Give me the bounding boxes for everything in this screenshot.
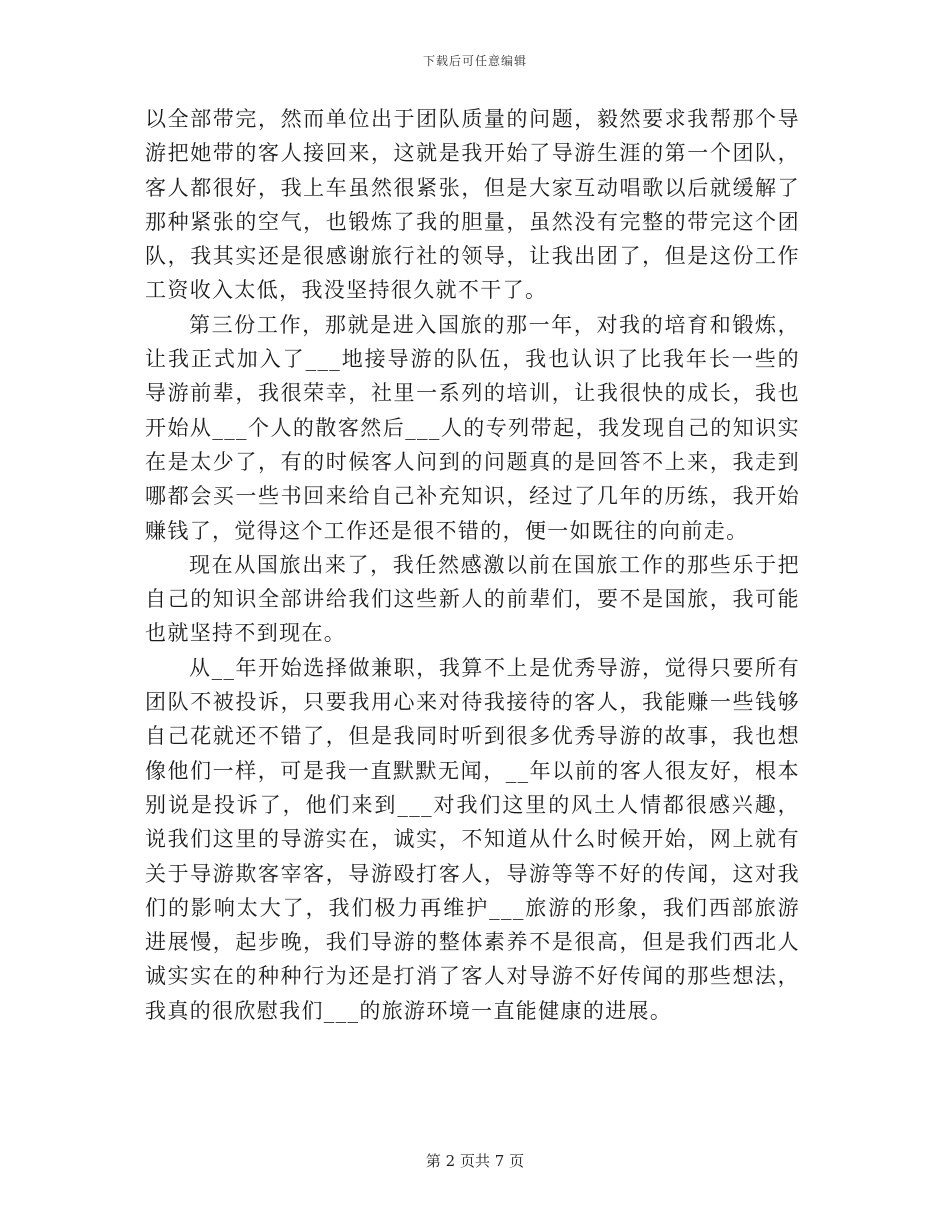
page-header: 下载后可任意编辑 <box>422 54 527 68</box>
paragraph-part-time: 从__年开始选择做兼职，我算不上是优秀导游，觉得只要所有团队不被投诉，只要我用心来对待我接待的客人，我能赚一些钱够自己花就还不错了，但是我同时听到很多优秀导游的故事，我也想像他们一样，可是我一直默默无闻，__年以前的客人很友好，根本别说是投诉了，他们来到___对我们这里的风土人情都很感兴趣，说我们这里的导游实在，诚实，不知道从什么时候开始，网上就有关于导游欺客宰客，导游殴打客人，导游等等不好的传闻，这对我们的影响太大了，我们极力再维护___旅游的形象，我们西部旅游进展慢，起步晚，我们导游的整体素养不是很高，但是我们西北人诚实实在的种种行为还是打消了客人对导游不好传闻的那些想法，我真的很欣慰我们___的旅游环境一直能健康的进展。 <box>145 655 800 1023</box>
page-number: 第 2 页共 7 页 <box>425 1152 525 1170</box>
paragraph-continued: 以全部带完，然而单位出于团队质量的问题，毅然要求我帮那个导游把她带的客人接回来，这就是我开始了导游生涯的第一个团队，客人都很好，我上车虽然很紧张，但是大家互动唱歌以后就缓解了那种紧张的空气，也锻炼了我的胆量，虽然没有完整的带完这个团队，我其实还是很感谢旅行社的领导，让我出团了，但是这份工作工资收入太低，我没坚持很久就不干了。 <box>145 107 800 303</box>
paragraph-third-job: 第三份工作，那就是进入国旅的那一年，对我的培育和锻炼，让我正式加入了___地接导游的队伍，我也认识了比我年长一些的导游前辈，我很荣幸，社里一系列的培训，让我很快的成长，我也开始从___个人的散客然后___人的专列带起，我发现自己的知识实在是太少了，有的时候客人问到的问题真的是回答不上来，我走到哪都会买一些书回来给自己补充知识，经过了几年的历练，我开始赚钱了，觉得这个工作还是很不错的，便一如既往的向前走。 <box>145 312 800 543</box>
paragraph-leaving-cits: 现在从国旅出来了，我任然感激以前在国旅工作的那些乐于把自己的知识全部讲给我们这些新人的前辈们，要不是国旅，我可能也就坚持不到现在。 <box>145 552 800 646</box>
document-body <box>145 102 800 1028</box>
